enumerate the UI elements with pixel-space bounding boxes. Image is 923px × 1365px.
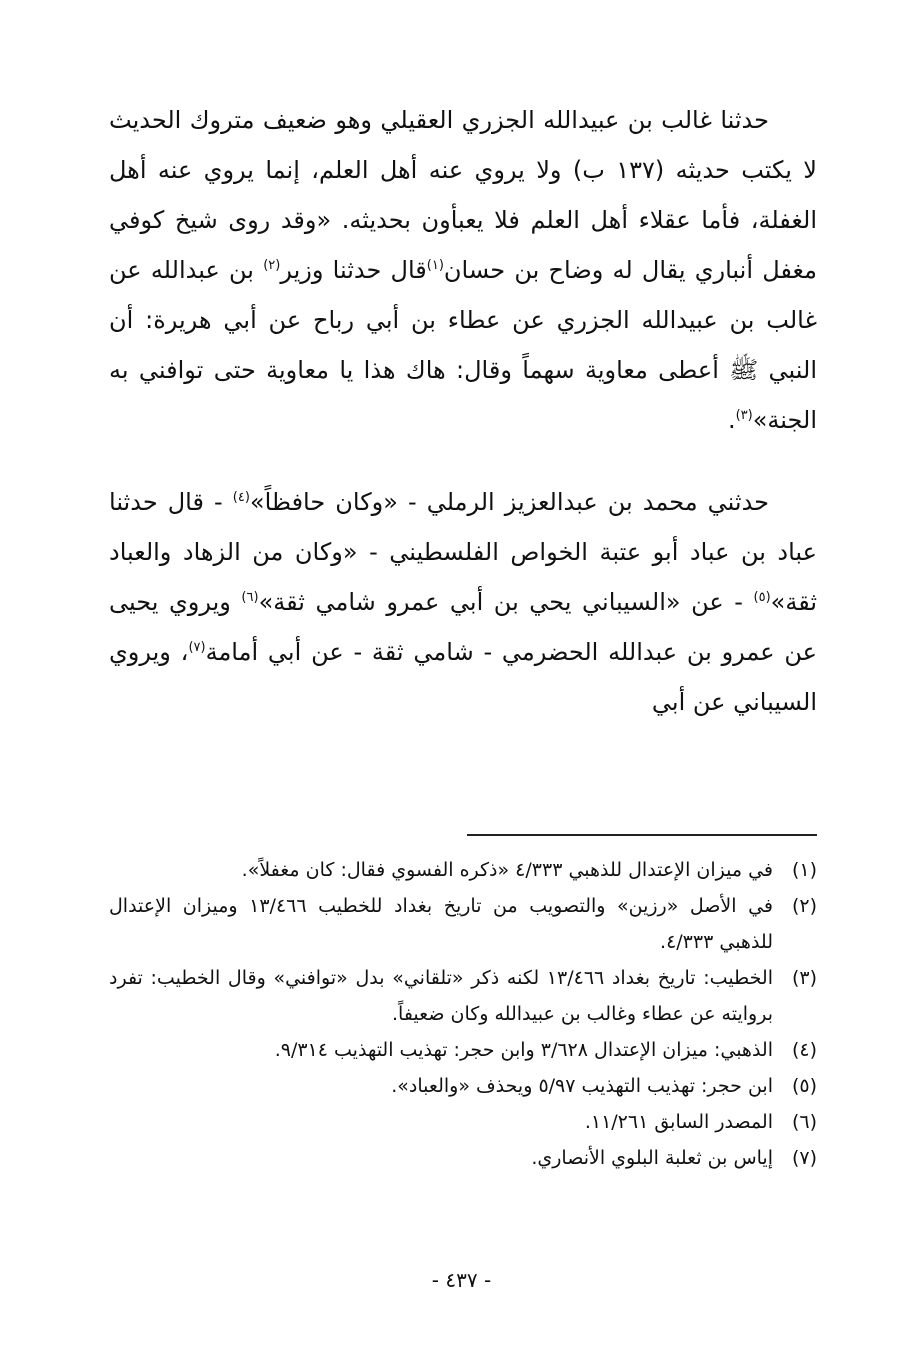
footnote-text: في الأصل «رزين» والتصويب من تاريخ بغداد للخطيب ١٣/٤٦٦ وميزان الإعتدال للذهبي ٤/٣٣٣. (109, 895, 773, 953)
footnote-number: (٦) (791, 1111, 817, 1133)
footnote-reference[interactable]: (١) (426, 258, 444, 273)
footnote-text: إياس بن ثعلبة البلوي الأنصاري. (531, 1147, 773, 1169)
footnote (109, 960, 817, 1032)
footnote (109, 1068, 817, 1104)
footnote-text: في ميزان الإعتدال للذهبي ٤/٣٣٣ «ذكره الفسوي فقال: كان مغفلاً». (241, 859, 773, 881)
footnote-reference[interactable]: (٦) (241, 590, 259, 605)
footnote-reference[interactable]: (٧) (188, 640, 206, 655)
text-segment: . (727, 406, 736, 434)
text-segment: - قال حدثنا عباد بن عباد أبو عتبة الخواص الفلسطيني - «وكان من الزهاد والعباد ثقة» (109, 488, 818, 616)
footnote-text: الخطيب: تاريخ بغداد ١٣/٤٦٦ لكنه ذكر «تلقاني» بدل «توافني» وقال الخطيب: تفرد بروايته عن عطاء وغالب بن عبيدالله وكان ضعيفاً. (109, 967, 773, 1025)
page-number: - ٤٣٧ - (431, 1268, 492, 1292)
footnote-reference[interactable]: (٤) (232, 490, 250, 505)
text-segment: حدثنا غالب بن عبيدالله الجزري العقيلي وهو ضعيف متروك الحديث لا يكتب حديثه (١٣٧ ب) ولا يروي عنه أهل العلم، إنما يروي عنه أهل الغفلة، فأما عقلاء أهل العلم فلا يعبأون بحديثه. «وقد روى شيخ كوفي مغفل أنباري يقال له وضاح بن حسان (109, 106, 817, 284)
text-segment: بن عبدالله عن غالب بن عبيدالله الجزري عن عطاء بن أبي رباح عن أبي هريرة: أن النبي ﷺ أعطى معاوية سهماً وقال: هاك هذا يا معاوية حتى توافني به الجنة» (109, 256, 817, 434)
paragraph (109, 95, 817, 445)
footnote-reference[interactable]: (٣) (735, 408, 753, 423)
footnote-separator (467, 834, 817, 836)
footnote-number: (٥) (791, 1075, 817, 1097)
footnote (109, 1032, 817, 1068)
footnote-number: (٤) (791, 1039, 817, 1061)
footnote-number: (٧) (791, 1147, 817, 1169)
footnote-number: (٣) (791, 967, 817, 989)
text-segment: ويروي يحيى عن عمرو بن عبدالله الحضرمي - شامي ثقة - عن أبي أمامة (109, 588, 817, 666)
footnote-text: المصدر السابق ١١/٢٦١. (584, 1111, 773, 1133)
text-segment: - عن «السيباني يحي بن أبي عمرو شامي ثقة» (258, 588, 754, 616)
footnote (109, 1104, 817, 1140)
text-segment: حدثني محمد بن عبدالعزيز الرملي - «وكان حافظاً» (249, 488, 769, 516)
footnote-text: ابن حجر: تهذيب التهذيب ٥/٩٧ ويحذف «والعباد». (391, 1075, 773, 1097)
text-segment: قال حدثنا وزير (280, 256, 427, 284)
footnote-reference[interactable]: (٢) (263, 258, 281, 273)
footnote (109, 852, 817, 888)
footnote-number: (٢) (791, 895, 817, 917)
text-segment: ، ويروي السيباني عن أبي (109, 638, 817, 716)
main-text (109, 95, 817, 727)
footnote-reference[interactable]: (٥) (753, 590, 771, 605)
footnote (109, 888, 817, 960)
footnote (109, 1140, 817, 1176)
paragraph (109, 477, 817, 727)
footnotes-list (109, 852, 817, 1176)
footnote-number: (١) (791, 859, 817, 881)
footnote-text: الذهبي: ميزان الإعتدال ٣/٦٢٨ وابن حجر: تهذيب التهذيب ٩/٣١٤. (274, 1039, 773, 1061)
